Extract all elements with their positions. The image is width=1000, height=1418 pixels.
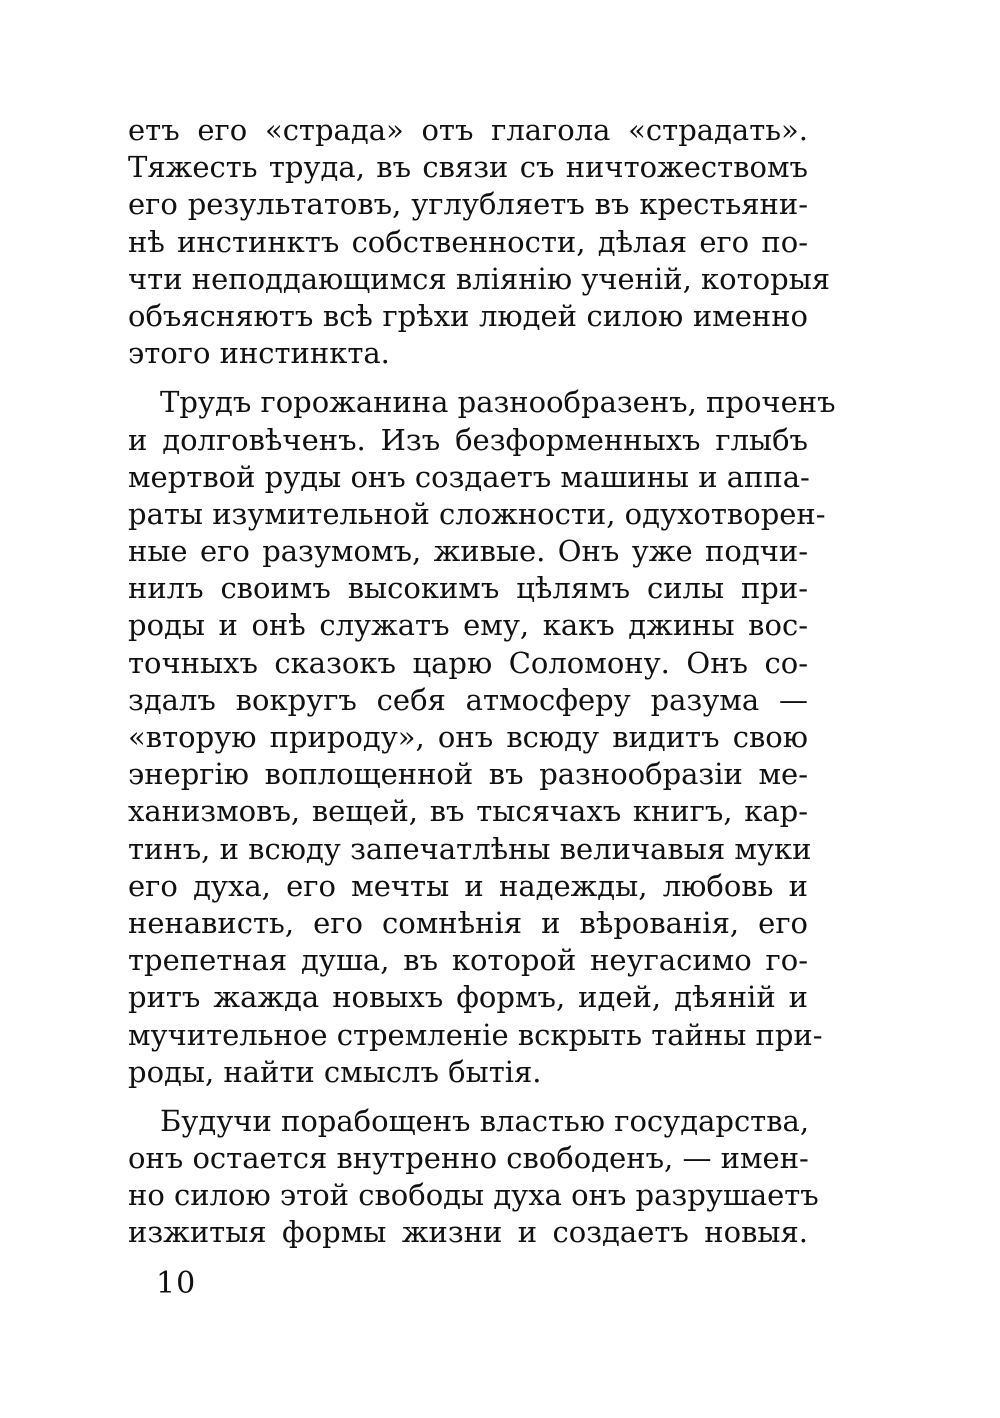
text-line: энергію воплощенной въ разнообразіи ме- [128, 757, 808, 792]
text-line: Трудъ горожанина разнообразенъ, проченъ [160, 385, 836, 420]
text-line: здалъ вокругъ себя атмосферу разума — [128, 682, 808, 717]
text-line: изжитыя формы жизни и создаетъ новыя. [128, 1215, 808, 1250]
text-line: нѣ инстинктъ собственности, дѣлая его по- [128, 224, 808, 259]
paragraph-3 [128, 1103, 819, 1252]
text-line: ритъ жажда новыхъ формъ, идей, дѣяній и [128, 980, 808, 1015]
paragraph-spacer [128, 1091, 808, 1103]
text-line: тинъ, и всюду запечатлѣны величавыя муки [128, 831, 812, 866]
text-line: его результатовъ, углубляетъ въ крестьяни- [128, 187, 808, 222]
text-line: етъ его «страда» отъ глагола «страдать». [128, 113, 808, 147]
text-line: онъ остается внутренно свободенъ, — имен- [128, 1141, 809, 1176]
text-line: Будучи порабощенъ властью государства, [160, 1103, 810, 1138]
text-line: Тяжесть труда, въ связи съ ничтожествомъ [128, 150, 808, 185]
text-line: ные его разумомъ, живые. Онъ уже подчи- [128, 534, 808, 569]
body-text [128, 112, 836, 1252]
page-number: 10 [156, 1266, 197, 1301]
text-line: роды и онѣ служатъ ему, какъ джины вос- [128, 608, 808, 643]
text-line: его духа, его мечты и надежды, любовь и [128, 868, 808, 903]
text-line: ханизмовъ, вещей, въ тысячахъ книгъ, кар- [128, 794, 808, 829]
paragraph-1 [128, 112, 831, 372]
text-line: нилъ своимъ высокимъ цѣлямъ силы при- [128, 571, 808, 606]
text-line: роды, найти смыслъ бытія. [128, 1054, 542, 1089]
paragraph-2 [128, 384, 836, 1091]
text-line: этого инстинкта. [128, 336, 390, 371]
text-line: точныхъ сказокъ царю Соломону. Онъ со- [128, 645, 808, 680]
paragraph-spacer [128, 372, 808, 384]
text-line: объясняютъ всѣ грѣхи людей силою именно [128, 298, 808, 333]
text-line: мучительное стремленіе вскрыть тайны при- [128, 1017, 823, 1052]
text-line: раты изумительной сложности, одухотворен- [128, 496, 826, 531]
text-line: но силою этой свободы духа онъ разрушаетъ [128, 1178, 819, 1213]
text-line: ненависть, его сомнѣнія и вѣрованія, его [128, 905, 808, 940]
text-line: «вторую природу», онъ всюду видитъ свою [128, 720, 808, 754]
text-line: и долговѣченъ. Изъ безформенныхъ глыбъ [128, 422, 808, 457]
text-line: мертвой руды онъ создаетъ машины и аппа- [128, 459, 810, 494]
text-line: трепетная душа, въ которой неугасимо го- [128, 943, 808, 978]
text-line: чти неподдающимся вліянію ученій, которыя [128, 261, 831, 296]
